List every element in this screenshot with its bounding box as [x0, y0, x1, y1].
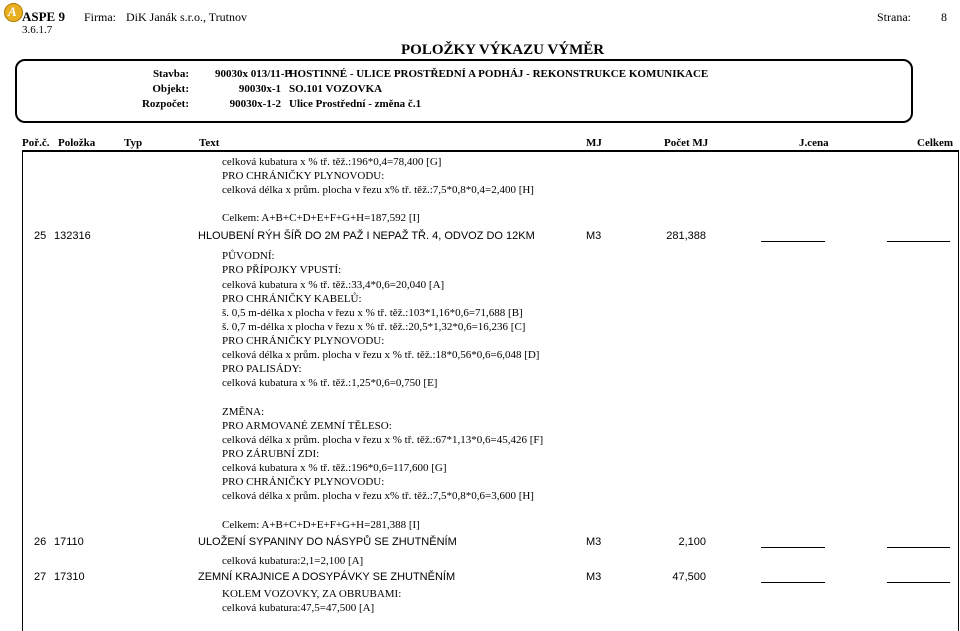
objekt-label: Objekt:: [152, 83, 189, 95]
measure-line: celková délka x prům. plocha v řezu x% tř. těž.:7,5*0,8*0,4=2,400 [H]: [222, 184, 534, 196]
item-qty: 2,100: [678, 536, 706, 548]
rozpocet-code: 90030x-1-2: [229, 98, 281, 110]
measure-line: KOLEM VOZOVKY, ZA OBRUBAMI:: [222, 588, 402, 600]
measure-line: PRO PŘÍPOJKY VPUSTÍ:: [222, 264, 342, 276]
measure-total: Celkem: A+B+C+D+E+F+G+H=281,388 [I]: [222, 519, 420, 531]
measure-line: PRO ARMOVANÉ ZEMNÍ TĚLESO:: [222, 420, 392, 432]
stavba-name: HOSTINNÉ - ULICE PROSTŘEDNÍ A PODHÁJ - REKONSTRUKCE KOMUNIKACE: [289, 68, 709, 80]
page-number: 8: [941, 10, 947, 24]
measure-line: celková délka x prům. plocha v řezu x % tř. těž.:18*0,56*0,6=6,048 [D]: [222, 349, 540, 361]
app-version: 3.6.1.7: [22, 24, 53, 36]
item-qty: 47,500: [672, 571, 706, 583]
item-por: 25: [34, 230, 47, 242]
measure-line: PRO CHRÁNIČKY PLYNOVODU:: [222, 170, 385, 182]
aspe-logo-icon: A: [4, 3, 23, 22]
measure-line: celková kubatura x % tř. těž.:33,4*0,6=20,040 [A]: [222, 279, 445, 291]
item-por: 27: [34, 571, 47, 583]
measure-line: š. 0,5 m-délka x plocha v řezu x % tř. těž.:103*1,16*0,6=71,688 [B]: [222, 307, 523, 319]
measure-line: celková délka x prům. plocha v řezu x% tř. těž.:7,5*0,8*0,6=3,600 [H]: [222, 490, 534, 502]
measure-line: š. 0,7 m-délka x plocha v řezu x % tř. těž.:20,5*1,32*0,6=16,236 [C]: [222, 321, 526, 333]
jcena-blank: [761, 582, 825, 583]
measure-line: PRO CHRÁNIČKY PLYNOVODU:: [222, 335, 385, 347]
celkem-blank: [887, 582, 950, 583]
measure-line: ZMĚNA:: [222, 406, 265, 418]
measure-line: celková kubatura:47,5=47,500 [A]: [222, 602, 375, 614]
item-text: HLOUBENÍ RÝH ŠÍŘ DO 2M PAŽ I NEPAŽ TŘ. 4, ODVOZ DO 12KM: [198, 230, 535, 242]
celkem-blank: [887, 547, 950, 548]
measure-line: PŮVODNÍ:: [222, 250, 275, 262]
objekt-name: SO.101 VOZOVKA: [289, 83, 383, 95]
celkem-blank: [887, 241, 950, 242]
header-rule: [22, 150, 959, 152]
item-code: 132316: [54, 230, 91, 242]
item-text: ZEMNÍ KRAJNICE A DOSYPÁVKY SE ZHUTNĚNÍM: [198, 571, 456, 583]
measure-line: PRO PALISÁDY:: [222, 363, 302, 375]
measure-line: celková kubatura x % tř. těž.:196*0,4=78,400 [G]: [222, 156, 442, 168]
col-header-mj: MJ: [586, 137, 602, 149]
col-header-typ: Typ: [124, 137, 143, 149]
item-por: 26: [34, 536, 47, 548]
app-name: ASPE 9: [22, 9, 65, 24]
col-header-polozka: Položka: [58, 137, 96, 149]
measure-line: celková kubatura:2,1=2,100 [A]: [222, 555, 364, 567]
measure-line: PRO CHRÁNIČKY KABELŮ:: [222, 293, 362, 305]
measure-line: celková kubatura x % tř. těž.:196*0,6=117,600 [G]: [222, 462, 447, 474]
rozpocet-label: Rozpočet:: [141, 98, 189, 110]
item-mj: M3: [586, 230, 602, 242]
col-header-jcena: J.cena: [799, 137, 829, 149]
firma-value: DiK Janák s.r.o., Trutnov: [126, 10, 248, 24]
measure-line: PRO CHRÁNIČKY PLYNOVODU:: [222, 476, 385, 488]
firma-label: Firma:: [84, 10, 116, 24]
rozpocet-name: Ulice Prostřední - změna č.1: [289, 98, 422, 110]
objekt-code: 90030x-1: [238, 83, 281, 95]
right-border: [958, 152, 959, 631]
item-code: 17310: [54, 571, 85, 583]
stavba-label: Stavba:: [152, 68, 189, 80]
jcena-blank: [761, 547, 825, 548]
page-title: POLOŽKY VÝKAZU VÝMĚR: [401, 42, 605, 58]
stavba-code: 90030x 013/11-P: [215, 68, 292, 80]
measure-total: Celkem: A+B+C+D+E+F+G+H=187,592 [I]: [222, 212, 420, 224]
item-mj: M3: [586, 571, 602, 583]
left-border: [22, 152, 23, 631]
jcena-blank: [761, 241, 825, 242]
item-qty: 281,388: [666, 230, 706, 242]
measure-line: PRO ZÁRUBNÍ ZDI:: [222, 448, 320, 460]
item-text: ULOŽENÍ SYPANINY DO NÁSYPŮ SE ZHUTNĚNÍM: [198, 536, 457, 548]
col-header-text: Text: [199, 137, 220, 149]
strana-label: Strana:: [877, 10, 911, 24]
measure-line: celková kubatura x % tř. těž.:1,25*0,6=0,750 [E]: [222, 377, 438, 389]
col-header-celkem: Celkem: [917, 137, 954, 149]
col-header-pocet: Počet MJ: [664, 137, 709, 149]
measure-line: celková délka x prům. plocha v řezu x % tř. těž.:67*1,13*0,6=45,426 [F]: [222, 434, 544, 446]
item-mj: M3: [586, 536, 602, 548]
col-header-por: Poř.č.: [22, 137, 50, 149]
item-code: 17110: [54, 536, 84, 548]
